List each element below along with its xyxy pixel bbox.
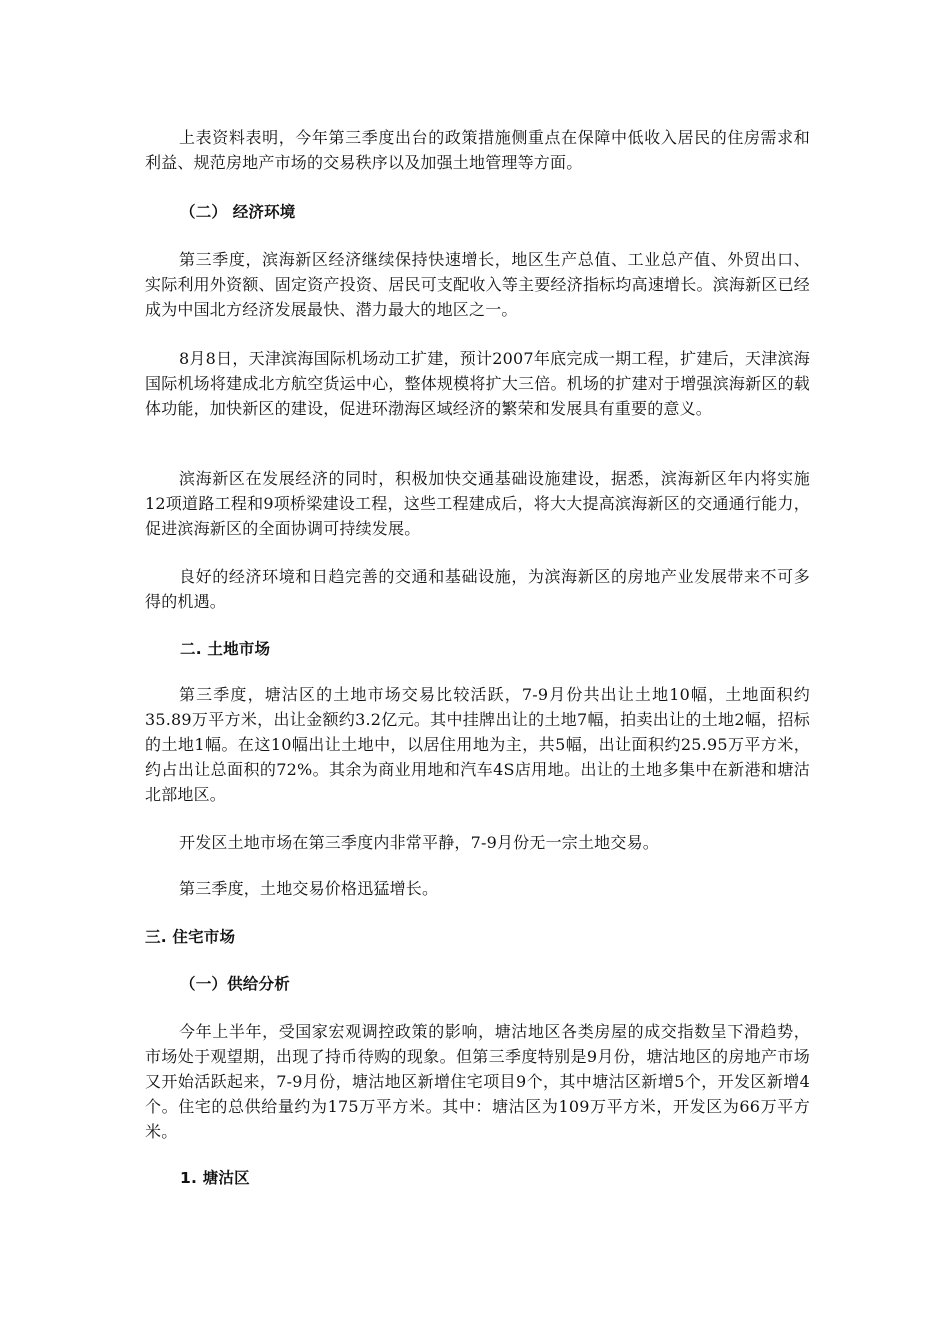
paragraph-transport-infrastructure: 滨海新区在发展经济的同时，积极加快交通基础设施建设，据悉，滨海新区年内将实施12项道路工程和9项桥梁建设工程，这些工程建成后，将大大提高滨海新区的交通通行能力，促进滨海新区的全面协调可持续发展。 bbox=[145, 469, 810, 538]
heading-supply-analysis: （一）供给分析 bbox=[180, 975, 290, 993]
paragraph-development-opportunity: 良好的经济环境和日趋完善的交通和基础设施，为滨海新区的房地产业发展带来不可多得的机遇。 bbox=[145, 567, 810, 611]
heading-tanggu-district: 1. 塘沽区 bbox=[180, 1169, 250, 1187]
heading-land-market: 二. 土地市场 bbox=[180, 640, 271, 658]
paragraph-housing-supply: 今年上半年，受国家宏观调控政策的影响，塘沽地区各类房屋的成交指数呈下滑趋势，市场处于观望期，出现了持币待购的现象。但第三季度特别是9月份，塘沽地区的房地产市场又开始活跃起来，7-9月份，塘沽地区新增住宅项目9个，其中塘沽区新增5个，开发区新增4个。住宅的总供给量约为175万平方米。其中：塘沽区为109万平方米，开发区为66万平方米。 bbox=[145, 1022, 810, 1141]
paragraph-tanggu-land-transactions: 第三季度，塘沽区的土地市场交易比较活跃，7-9月份共出让土地10幅，土地面积约35.89万平方米，出让金额约3.2亿元。其中挂牌出让的土地7幅，拍卖出让的土地2幅，招标的土地1幅。在这10幅出让土地中，以居住用地为主，共5幅，出让面积约25.95万平方米，约占出让总面积的72%。其余为商业用地和汽车4S店用地。出让的土地多集中在新港和塘沽北部地区。 bbox=[145, 685, 810, 804]
heading-housing-market: 三. 住宅市场 bbox=[145, 928, 236, 946]
paragraph-development-zone-land: 开发区土地市场在第三季度内非常平静，7-9月份无一宗土地交易。 bbox=[179, 833, 659, 852]
paragraph-economic-growth: 第三季度，滨海新区经济继续保持快速增长，地区生产总值、工业总产值、外贸出口、实际利用外资额、固定资产投资、居民可支配收入等主要经济指标均高速增长。滨海新区已经成为中国北方经济发展最快、潜力最大的地区之一。 bbox=[145, 250, 810, 319]
heading-economic-environment: （二） 经济环境 bbox=[180, 203, 296, 221]
paragraph-policy-summary: 上表资料表明，今年第三季度出台的政策措施侧重点在保障中低收入居民的住房需求和利益、规范房地产市场的交易秩序以及加强土地管理等方面。 bbox=[145, 128, 810, 172]
paragraph-land-price-growth: 第三季度，土地交易价格迅猛增长。 bbox=[179, 879, 439, 898]
paragraph-airport-expansion: 8月8日，天津滨海国际机场动工扩建，预计2007年底完成一期工程，扩建后，天津滨海国际机场将建成北方航空货运中心，整体规模将扩大三倍。机场的扩建对于增强滨海新区的载体功能，加快新区的建设，促进环渤海区域经济的繁荣和发展具有重要的意义。 bbox=[145, 349, 810, 418]
